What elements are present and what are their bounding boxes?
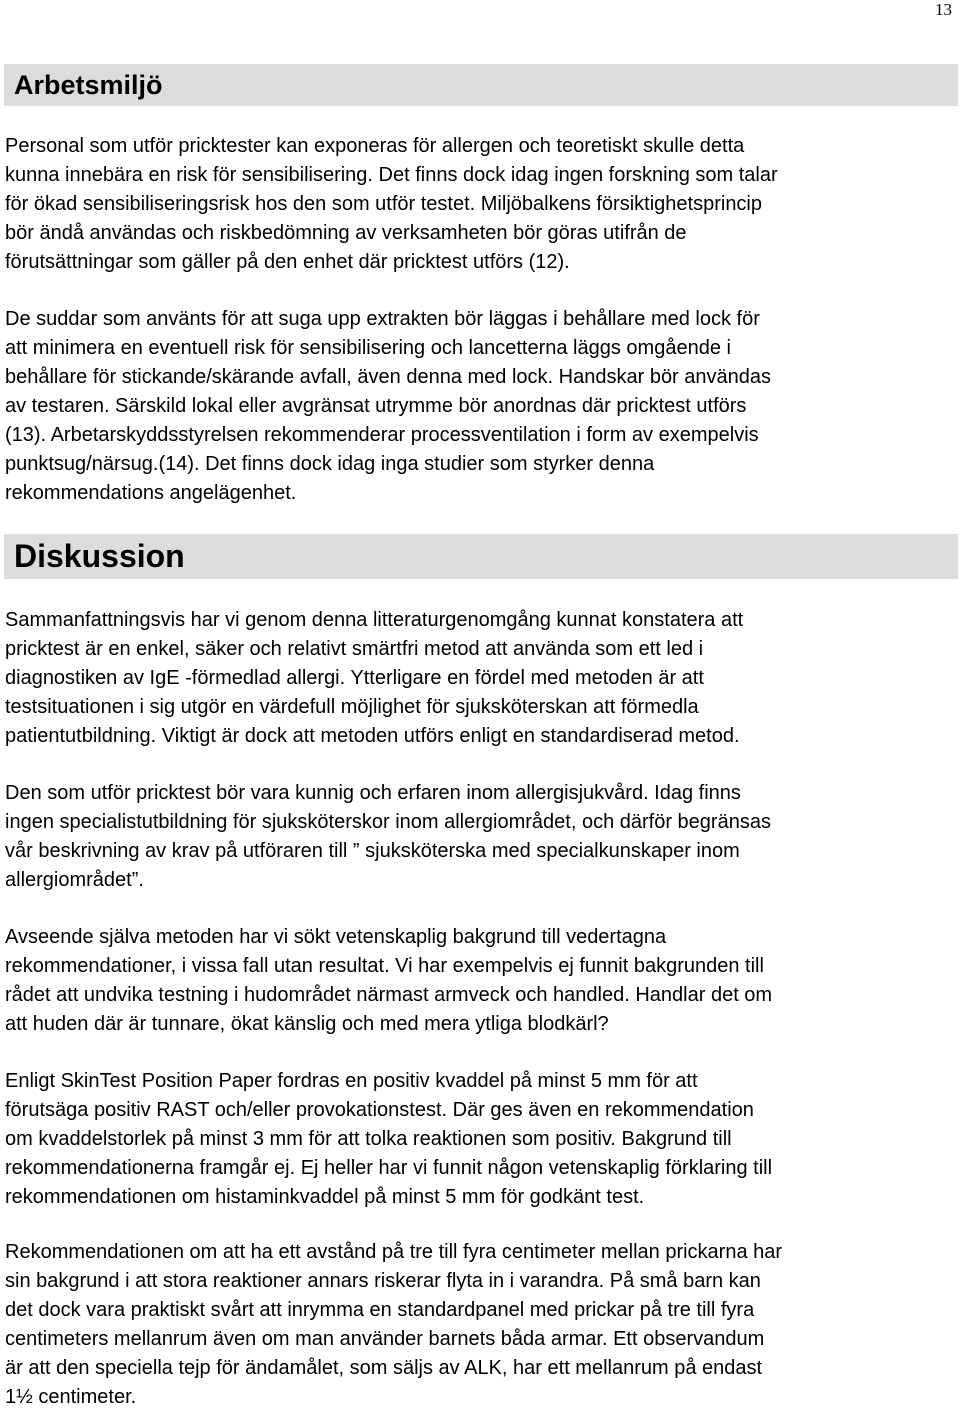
text-line: förutsäga positiv RAST och/eller provokationstest. Där ges även en rekommendation — [5, 1099, 754, 1121]
paragraph-diskussion-1 — [5, 606, 955, 751]
text-line: det dock vara praktiskt svårt att inrymma en standardpanel med prickar på tre till fyra — [5, 1299, 755, 1321]
text-line: av testaren. Särskild lokal eller avgränsat utrymme bör anordnas där pricktest utförs — [5, 395, 747, 417]
text-line: Rekommendationen om att ha ett avstånd på tre till fyra centimeter mellan prickarna har — [5, 1241, 783, 1263]
section-heading-text: Diskussion — [14, 538, 185, 574]
text-line: diagnostiken av IgE -förmedlad allergi. Ytterligare en fördel med metoden är att — [5, 667, 704, 689]
text-line: punktsug/närsug.(14). Det finns dock idag inga studier som styrker denna — [5, 453, 655, 475]
text-line: om kvaddelstorlek på minst 3 mm för att tolka reaktionen som positiv. Bakgrund till — [5, 1128, 732, 1150]
page-number: 13 — [935, 0, 952, 19]
text-line: 1½ centimeter. — [5, 1386, 137, 1408]
text-line: förutsättningar som gäller på den enhet där pricktest utförs (12). — [5, 251, 570, 273]
paragraph-diskussion-3 — [5, 923, 955, 1039]
text-line: (13). Arbetarskyddsstyrelsen rekommenderar processventilation i form av exempelvis — [5, 424, 759, 446]
text-line: bör ändå användas och riskbedömning av verksamheten bör göras utifrån de — [5, 222, 687, 244]
text-line: Personal som utför pricktester kan exponeras för allergen och teoretiskt skulle detta — [5, 135, 745, 157]
text-line: kunna innebära en risk för sensibilisering. Det finns dock idag ingen forskning som talar — [5, 164, 778, 186]
section-heading-diskussion — [4, 534, 958, 579]
text-line: rådet att undvika testning i hudområdet närmast armveck och handled. Handlar det om — [5, 984, 773, 1006]
paragraph-diskussion-2 — [5, 779, 955, 895]
text-line: att minimera en eventuell risk för sensibilisering och lancetterna läggs omgående i — [5, 337, 731, 359]
section-heading-text: Arbetsmiljö — [14, 69, 163, 100]
text-line: centimeters mellanrum även om man använder barnets båda armar. Ett observandum — [5, 1328, 765, 1350]
text-line: behållare för stickande/skärande avfall, även denna med lock. Handskar bör användas — [5, 366, 772, 388]
text-line: Den som utför pricktest bör vara kunnig och erfaren inom allergisjukvård. Idag finns — [5, 782, 741, 804]
paragraph-diskussion-4 — [5, 1067, 955, 1212]
text-line: rekommendationerna framgår ej. Ej heller har vi funnit någon vetenskaplig förklaring till — [5, 1157, 773, 1179]
text-line: rekommendationer, i vissa fall utan resultat. Vi har exempelvis ej funnit bakgrunden till — [5, 955, 764, 977]
text-line: sin bakgrund i att stora reaktioner annars riskerar flyta in i varandra. På små barn kan — [5, 1270, 761, 1292]
text-line: vår beskrivning av krav på utföraren till ” sjuksköterska med specialkunskaper inom — [5, 840, 740, 862]
text-line: rekommendationen om histaminkvaddel på minst 5 mm för godkänt test. — [5, 1186, 645, 1208]
text-line: pricktest är en enkel, säker och relativt smärtfri metod att använda som ett led i — [5, 638, 704, 660]
text-line: allergiområdet”. — [5, 869, 144, 891]
text-line: Sammanfattningsvis har vi genom denna litteraturgenomgång kunnat konstatera att — [5, 609, 744, 631]
text-line: Avseende själva metoden har vi sökt vetenskaplig bakgrund till vedertagna — [5, 926, 667, 948]
text-line: att huden där är tunnare, ökat känslig och med mera ytliga blodkärl? — [5, 1013, 609, 1035]
text-line: patientutbildning. Viktigt är dock att metoden utförs enligt en standardiserad metod. — [5, 725, 740, 747]
paragraph-arbetsmiljo-1 — [5, 132, 955, 277]
text-line: ingen specialistutbildning för sjuksköterskor inom allergiområdet, och därför begränsas — [5, 811, 771, 833]
text-line: är att den speciella tejp för ändamålet, som säljs av ALK, har ett mellanrum på endast — [5, 1357, 763, 1379]
text-line: testsituationen i sig utgör en värdefull möjlighet för sjuksköterskan att förmedla — [5, 696, 699, 718]
text-line: Enligt SkinTest Position Paper fordras en positiv kvaddel på minst 5 mm för att — [5, 1070, 698, 1092]
section-heading-arbetsmiljo — [4, 64, 958, 106]
text-line: De suddar som använts för att suga upp extrakten bör läggas i behållare med lock för — [5, 308, 760, 330]
text-line: rekommendations angelägenhet. — [5, 482, 297, 504]
text-line: för ökad sensibiliseringsrisk hos den som utför testet. Miljöbalkens försiktighetsprincip — [5, 193, 763, 215]
paragraph-arbetsmiljo-2 — [5, 305, 955, 508]
paragraph-diskussion-5 — [5, 1238, 955, 1412]
